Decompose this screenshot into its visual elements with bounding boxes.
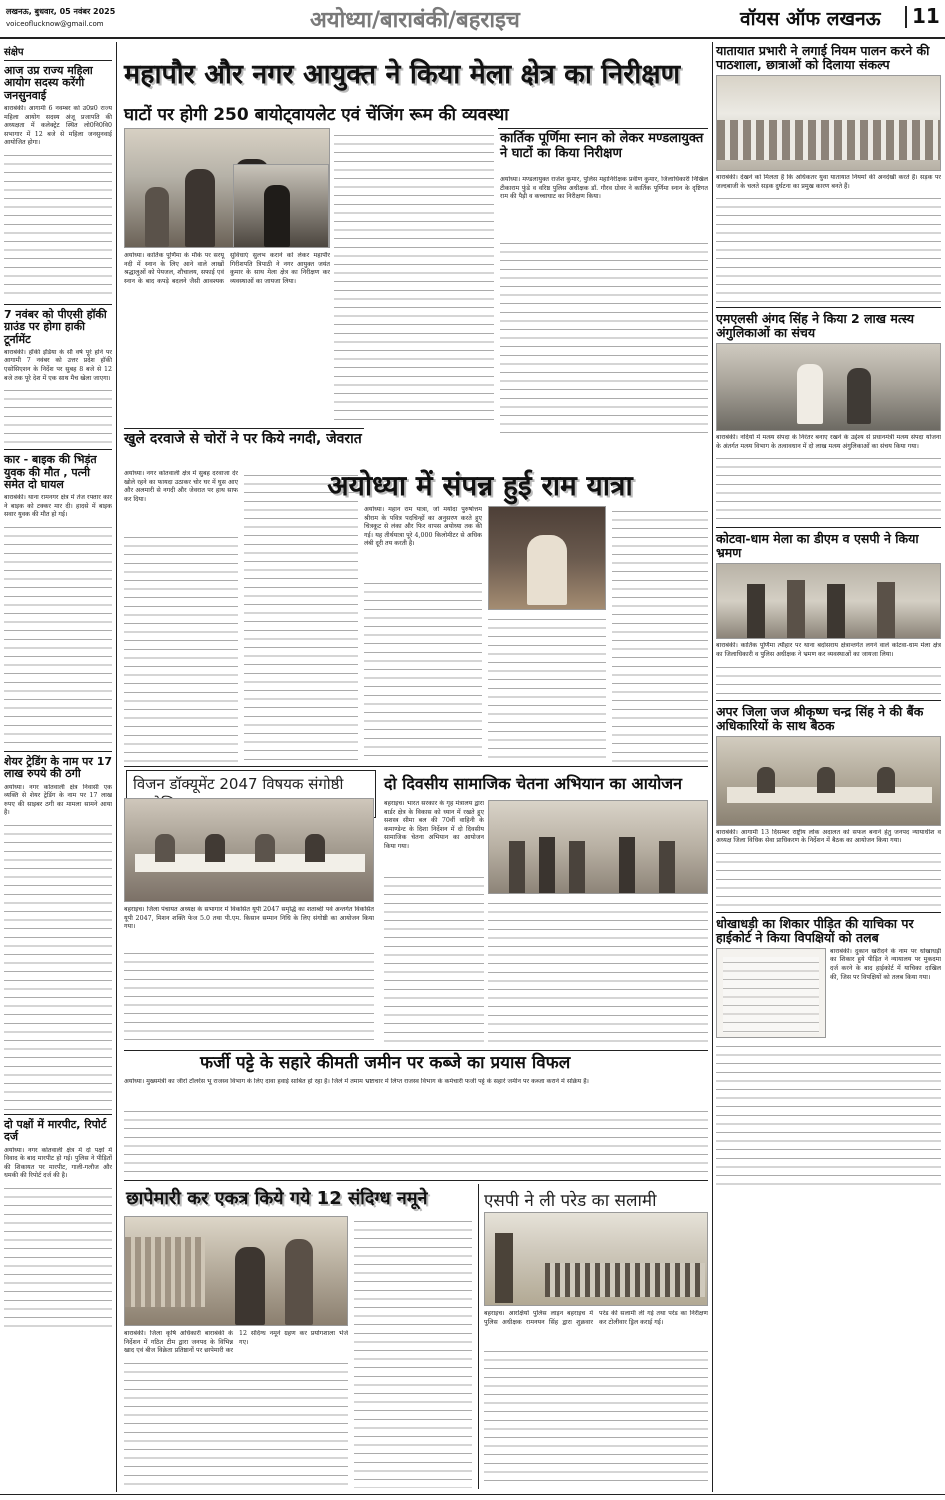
paper-name: वॉयस ऑफ लखनऊ [740, 8, 881, 30]
dateline: लखनऊ, बुधवार, 05 नवंबर 2025 [6, 7, 116, 16]
theft-body: अयोध्या। नगर कोतवाली क्षेत्र में सुबह दरवाजा देर खोले रहने का फायदा उठाकर चोर घर में घुस आए और अलमारी से नगदी और जेवरात पर हाथ साफ कर दिया। [124, 470, 238, 503]
section-title: अयोध्या/बाराबंकी/बहराइच [310, 8, 520, 33]
right-story [716, 705, 941, 908]
kotwa-photo [716, 563, 941, 639]
ram-yatra-body: अयोध्या। महान राम यात्रा, जो मर्यादा पुरुषोत्तम श्रीराम के पवित्र पदचिन्हों का अनुसरण करते हुए चित्रकूट से लंका और फिर वापस अयोध्या तक की गई। यह तीर्थयात्रा पूरे 4,000 किलोमीटर से अधिक लंबी दूरी तय करती है। [364, 506, 482, 548]
right-body: बाराबंकी। आगामी 13 दिसम्बर राष्ट्रीय लोक अदालत को सफल बनाने हेतु जनपद न्यायाधीश व अध्यक्ष जिला विधिक सेवा प्राधिकरण के निर्देशन में बैठक का आयोजन किया गया। [716, 828, 941, 845]
meeting-photo [716, 736, 941, 826]
right-headline: कोटवा-धाम मेला का डीएम व एसपी ने किया भ्रमण [716, 531, 919, 561]
right-body: बाराबंकी। देखने को मिलता है कि अधिकतर युवा यातायात नियमों की अनदेखी करते हैं। सड़क पर जल्दबाजी के चलते सड़क दुर्घटना का प्रमुख कारण बनते हैं। [716, 174, 941, 190]
brief-item [4, 309, 112, 445]
social-body: बहराइच। भारत सरकार के गृह मंत्रालय द्वारा बार्डर क्षेत्र के विकास को ध्यान में रखते हुए सशस्त्र सीमा बल की 70वीं वाहिनी के कमाण्डेन्ट के दिशा निर्देशन में दो दिवसीय सामाजिक चेतना अभियान का आयोजन किया गया। [384, 800, 484, 850]
social-headline: दो दिवसीय सामाजिक चेतना अभियान का आयोजन [384, 774, 682, 793]
brief-snippet: अयोध्या। नगर कोतवाली क्षेत्र में दो पक्षों में विवाद के बाद मारपीट हो गई। पुलिस ने पीड़ितों की शिकायत पर मारपीट, गाली-गलौज और धमकी की रिपोर्ट दर्ज की है। [4, 1146, 112, 1180]
brief-snippet: अयोध्या। नगर कोतवाली क्षेत्र निवासी एक व्यक्ति से शेयर ट्रेडिंग के नाम पर 17 लाख रुपए की साइबर ठगी का मामला सामने आया है। [4, 783, 112, 817]
right-headline: अपर जिला जज श्रीकृष्ण चन्द्र सिंह ने की बैंक अधिकारियों के साथ बैठक [716, 703, 924, 733]
parade-headline: एसपी ने ली परेड का सलामी [484, 1191, 657, 1211]
vision-body: बहराइच। जिला पंचायत अध्यक्ष के सभागार में विकसित यूपी 2047 समृद्धि का शताब्दी पर्व अन्तर्गत विकसित यूपी 2047, मिशन शक्ति फेज 5.0 तथा पी.एम. किसान सम्मान निधि के लिए संगोष्ठी का आयोजन किया गया। [124, 906, 374, 931]
brief-item [4, 756, 112, 1110]
traffic-photo [716, 75, 941, 171]
brief-headline: शेयर ट्रेडिंग के नाम पर 17 लाख रुपये की ठगी [4, 754, 113, 781]
brief-headline: 7 नवंबर को पीएसी हॉकी ग्राउंड पर होगा हाकी टूर्नामेंट [4, 307, 107, 346]
right-story [716, 312, 941, 523]
brief-item [4, 454, 112, 747]
right-body: बाराबंकी। नदियों में मत्स्य संपदा के निरंतर बनाए रखने के उद्देश्य से प्रधानमंत्री मत्स्य संपदा योजना के अंतर्गत मत्स्य विभाग के तत्वावधान में दो लाख मत्स्य अंगुलिकाओं का संचय किया गया। [716, 434, 941, 450]
ram-yatra-photo [488, 506, 606, 610]
social-photo [488, 800, 708, 894]
brief-headline: आज उप्र राज्य महिला आयोग सदस्य करेंगी जनसुनवाई [4, 64, 93, 102]
brief-snippet: बाराबंकी। हॉकी इंडिया के सौ वर्ष पूरे होने पर आगामी 7 नवंबर को उत्तर प्रदेश हॉकी एसोसिएशन के निर्देश पर सुबह 8 बजे से 12 बजे तक पूरे देश में एक साथ मैच खेला जाएगा। [4, 348, 112, 382]
right-body: बाराबंकी। दुकान खरीदने के नाम पर धोखाधड़ी का शिकार हुये पीड़ित ने न्यायालय पर मुकदमा दर्ज करने के बाद हाईकोर्ट में याचिका दाखिल की, जिस पर विपक्षियों को तलब किया गया। [830, 947, 941, 981]
parade-photo [484, 1212, 708, 1306]
brief-snippet: बाराबंकी। थाना रामनगर क्षेत्र में तेज रफ्तार कार ने बाइक को टक्कर मार दी। हादसे में बाइक सवार युवक की मौत हो गई। [4, 494, 112, 519]
parade-body: बहराइच। आरक्षियों पुलिस लाइन बहराइच में पुलिस अधीक्षक रामनयन सिंह द्वारा शुक्रवार परेड की सलामी ली गई तथा परेड का निरीक्षण कर टोलीवार ड्रिल कराई गई। [484, 1310, 708, 1326]
lead-body: अयोध्या। कार्तिक पूर्णिमा के मौके पर सरयू नदी में स्नान के लिए आने वाले लाखों श्रद्धालुओं को पेयजल, शौचालय, सफाई एवं स्नान के बाद कपड़े बदलने जैसी आवश्यक सुविधाएं सुलभ कराने को लेकर महापौर गिरीशपति त्रिपाठी ने नगर आयुक्त जयंत कुमार के साथ मेला क्षेत्र का निरीक्षण कर व्यवस्थाओं का जायजा लिया। [124, 252, 330, 285]
lead-headline: महापौर और नगर आयुक्त ने किया मेला क्षेत्र का निरीक्षण [124, 59, 681, 90]
brief-headline: दो पक्षों में मारपीट, रिपोर्ट दर्ज [4, 1117, 107, 1144]
email[interactable]: voiceoflucknow@gmail.com [6, 20, 104, 28]
right-story [716, 44, 941, 303]
raid-headline: छापेमारी कर एकत्र किये गये 12 संदिग्ध नमूने [126, 1188, 428, 1209]
fish-photo [716, 343, 941, 431]
raid-photo [124, 1216, 348, 1326]
vision-headline: विजन डॉक्यूमेंट 2047 विषयक संगोष्ठी [126, 770, 376, 818]
court-document [716, 948, 826, 1038]
brief-item [4, 65, 112, 300]
right-column [716, 44, 941, 1494]
kartik-headline: कार्तिक पूर्णिमा स्नान को लेकर मण्डलायुक्त ने घाटों का किया निरीक्षण [500, 131, 704, 161]
brief-item [4, 1119, 112, 1333]
brief-label: संक्षेप [4, 44, 112, 61]
masthead [0, 0, 945, 38]
right-headline: धोखाधड़ी का शिकार पीड़ित की याचिका पर हाईकोर्ट ने किया विपक्षियों को तलब [716, 915, 914, 945]
land-headline: फर्जी पट्टे के सहारे कीमती जमीन पर कब्जे का प्रयास विफल [200, 1053, 571, 1073]
lead-photo-2 [233, 164, 329, 248]
left-column [4, 44, 112, 1494]
brief-snippet: बाराबंकी। आगामी 6 नवम्बर को उ0प्र0 राज्य महिला आयोग सदस्य अंजू प्रजापति की अध्यक्षता में कलेक्ट्रेट स्थित लो0नि0वि0 सभागार में 12 बजे से महिला जनसुनवाई आयोजित होगा। [4, 104, 112, 147]
theft-headline: खुले दरवाजे से चोरों ने पर किये नगदी, जेवरात [124, 431, 362, 447]
vision-photo [124, 798, 374, 902]
land-body: अयोध्या। मुख्यमंत्री का जीरो टॉलरेंस भू राजस्व विभाग के लिए दावा हवाई साबित हो रहा है। जिले में तमाम भ्रष्टाचार में लिप्त राजस्व विभाग के कर्मचारी फर्जी पट्टे के सहारे जमीन पर कब्जा कराने में सक्रिय हैं। [124, 1078, 589, 1085]
right-story [716, 917, 941, 1191]
lead-subhead: घाटों पर होगी 250 बायोट्वायलेट एवं चेंजिंग रूम की व्यवस्था [124, 105, 509, 125]
right-story [716, 532, 941, 695]
right-headline: एमएलसी अंगद सिंह ने किया 2 लाख मत्स्य अंगुलिकाओं का संचय [716, 311, 914, 341]
raid-body: बाराबंकी। जिला कृषि अधिकारी बाराबंकी के निर्देशन में गठित टीम द्वारा जनपद के विभिन्न खाद एवं बीज विक्रेता प्रतिष्ठानों पर छापेमारी कर 12 संदिग्ध नमूने ग्रहण कर प्रयोगशाला भेजे गए। [124, 1330, 348, 1355]
brief-headline: कार - बाइक की भिड़ंत युवक की मौत , पत्नी समेत दो घायल [4, 453, 97, 491]
kartik-body: अयोध्या। मण्डलायुक्त राजेश कुमार, पुलिस महानिरीक्षक प्रवीण कुमार, जिलाधिकारी निखिल टीकाराम फुंडे व वरिष्ठ पुलिस अधीक्षक डॉ. गौरव ग्रोवर ने कार्तिक पूर्णिमा स्नान के दृष्टिगत राम की पैड़ी व कच्चाघाट का निरीक्षण किया। [500, 176, 708, 201]
ram-yatra-headline: अयोध्या में संपन्न हुई राम यात्रा [327, 469, 633, 502]
right-body: बाराबंकी। कार्तिक पूर्णिमा त्यौहार पर थाना बदोसराय क्षेत्रान्तर्गत लगने वाले कोटवा-धाम मेला क्षेत्र का जिलाधिकारी व पुलिस अधीक्षक ने भ्रमण कर व्यवस्थाओं का जायजा लिया। [716, 642, 941, 658]
right-headline: यातायात प्रभारी ने लगाई नियम पालन करने की पाठशाला, छात्राओं को दिलाया संकल्प [716, 43, 930, 72]
page-number: 11 [912, 4, 940, 28]
